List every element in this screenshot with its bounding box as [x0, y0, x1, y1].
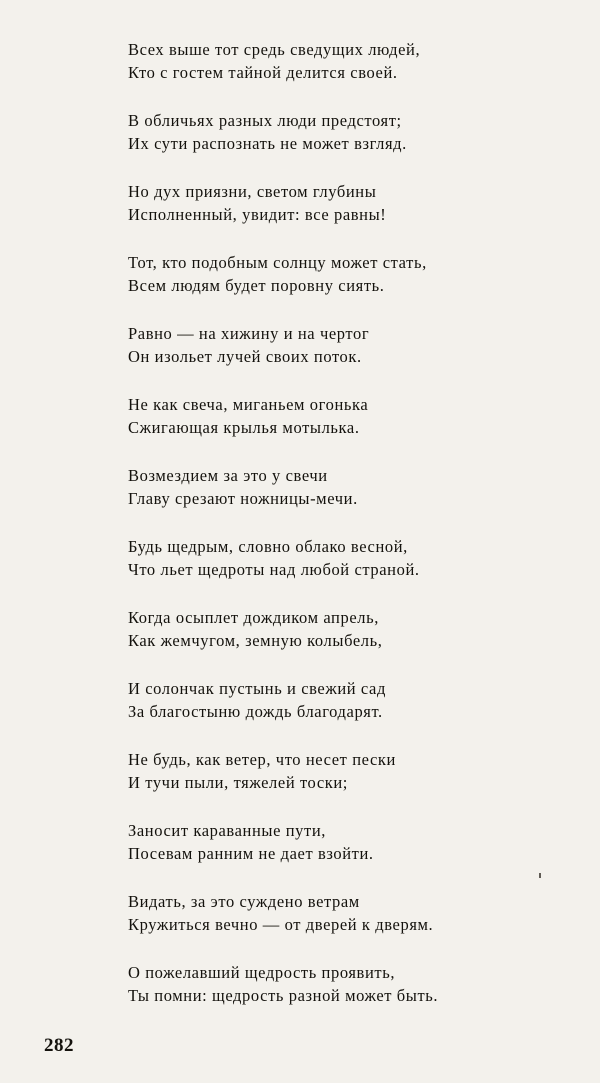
stanza: [128, 464, 548, 510]
poem-line: И тучи пыли, тяжелей тоски;: [128, 773, 348, 792]
page-speck: [539, 873, 541, 878]
stanza: [128, 606, 548, 652]
stanza: [128, 535, 548, 581]
poem-line: Исполненный, увидит: все равны!: [128, 205, 387, 224]
stanza: [128, 393, 548, 439]
page-number: 282: [44, 1035, 74, 1056]
poem-line: Он изольет лучей своих поток.: [128, 347, 362, 366]
stanza: [128, 38, 548, 84]
stanza: [128, 180, 548, 226]
poem-line: Их сути распознать не может взгляд.: [128, 134, 407, 153]
poem-line: Тот, кто подобным солнцу может стать,: [128, 253, 427, 272]
poem-line: В обличьях разных люди предстоят;: [128, 111, 402, 130]
poem-line: За благостыню дождь благодарят.: [128, 702, 383, 721]
poem-line: Не как свеча, миганьем огонька: [128, 395, 369, 414]
poem-line: Кто с гостем тайной делится своей.: [128, 63, 398, 82]
stanza: [128, 961, 548, 1007]
stanza: [128, 109, 548, 155]
poem-text: [128, 38, 548, 1032]
poem-line: Ты помни: щедрость разной может быть.: [128, 986, 439, 1005]
stanza: [128, 819, 548, 865]
poem-line: Не будь, как ветер, что несет пески: [128, 750, 396, 769]
poem-line: О пожелавший щедрость проявить,: [128, 963, 396, 982]
poem-line: Видать, за это суждено ветрам: [128, 892, 360, 911]
poem-line: И солончак пустынь и свежий сад: [128, 679, 386, 698]
stanza: [128, 890, 548, 936]
stanza: [128, 251, 548, 297]
poem-line: Но дух приязни, светом глубины: [128, 182, 377, 201]
poem-line: Как жемчугом, земную колыбель,: [128, 631, 383, 650]
poem-line: Будь щедрым, словно облако весной,: [128, 537, 408, 556]
poem-line: Что льет щедроты над любой страной.: [128, 560, 420, 579]
poem-line: Главу срезают ножницы-мечи.: [128, 489, 358, 508]
poem-line: Всех выше тот средь сведущих людей,: [128, 40, 421, 59]
poem-line: Сжигающая крылья мотылька.: [128, 418, 360, 437]
stanza: [128, 322, 548, 368]
stanza: [128, 677, 548, 723]
poem-line: Равно — на хижину и на чертог: [128, 324, 370, 343]
poem-line: Возмездием за это у свечи: [128, 466, 328, 485]
poem-line: Заносит караванные пути,: [128, 821, 326, 840]
poem-line: Когда осыплет дождиком апрель,: [128, 608, 379, 627]
poem-line: Кружиться вечно — от дверей к дверям.: [128, 915, 434, 934]
poem-line: Посевам ранним не дает взойти.: [128, 844, 374, 863]
poem-line: Всем людям будет поровну сиять.: [128, 276, 385, 295]
stanza: [128, 748, 548, 794]
